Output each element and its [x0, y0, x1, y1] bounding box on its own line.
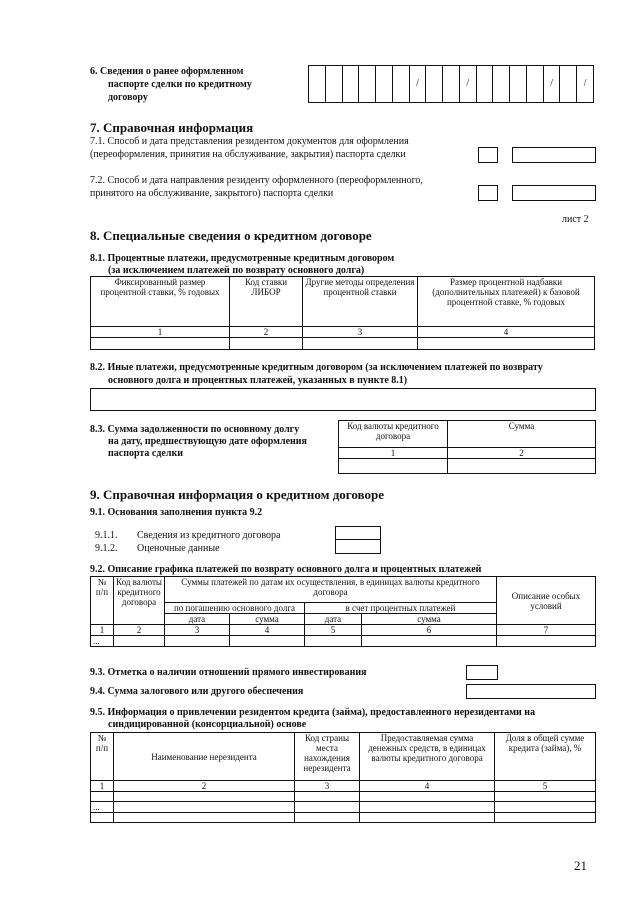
debt-amount-table	[338, 420, 596, 474]
collateral-field[interactable]	[466, 684, 596, 699]
t95-num: 2	[114, 781, 295, 792]
t95-num: 3	[295, 781, 360, 792]
page-number: 21	[574, 858, 587, 873]
table-row[interactable]	[91, 802, 596, 813]
opt1-label: Сведения из кредитного договора	[137, 530, 281, 541]
passport-number-cell[interactable]	[493, 66, 510, 102]
table-row[interactable]	[339, 459, 596, 474]
t92-h-sums: Суммы платежей по датам их осуществления, в единицах валюты кредитного договора	[165, 577, 497, 603]
t92-h-date: дата	[165, 614, 230, 625]
t92-num: 7	[497, 625, 596, 636]
t95-header: Код страны места нахождения нерезидента	[295, 733, 360, 781]
s8-1-line2: (за исключением платежей по возврату основного долга)	[108, 265, 365, 276]
s7-1-method-field[interactable]	[478, 147, 498, 163]
t92-num: 5	[305, 625, 362, 636]
table-row[interactable]	[91, 338, 595, 350]
s9-1-title: 9.1. Основания заполнения пункта 9.2	[90, 507, 263, 518]
t81-header: Фиксированный размер процентной ставки, % годовых	[91, 277, 230, 327]
passport-number-cell[interactable]: /	[410, 66, 427, 102]
opt2-number: 9.1.2.	[95, 543, 118, 554]
s6-title-line2: паспорте сделки по кредитному	[108, 79, 252, 90]
passport-number-cell[interactable]: /	[544, 66, 561, 102]
t83-header: Код валюты кредитного договора	[339, 421, 448, 448]
passport-number-cell[interactable]	[376, 66, 393, 102]
t95-header: Доля в общей сумме кредита (займа), %	[495, 733, 596, 781]
s6-title-line3: договору	[108, 92, 148, 103]
passport-number-cell[interactable]	[359, 66, 376, 102]
passport-number-cell[interactable]	[443, 66, 460, 102]
passport-number-cell[interactable]: /	[583, 78, 587, 89]
t81-header: Другие методы определения процентной ставки	[303, 277, 418, 327]
t95-num: 4	[360, 781, 495, 792]
t81-num: 2	[230, 327, 303, 338]
s9-3-title: 9.3. Отметка о наличии отношений прямого инвестирования	[90, 667, 367, 678]
s9-5-line2: синдицированной (консорциальной) основе	[108, 719, 307, 730]
t92-ellipsis: ...	[91, 636, 114, 647]
t92-h-sum: сумма	[230, 614, 305, 625]
s7-p2-line2: принятого на обслуживание, закрытого) паспорта сделки	[90, 188, 334, 199]
t92-h-interest: в счет процентных платежей	[305, 603, 497, 614]
s8-2-line1: 8.2. Иные платежи, предусмотренные кредитным договором (за исключением платежей по возврату	[90, 362, 543, 373]
t83-num: 1	[339, 448, 448, 459]
t83-num: 2	[448, 448, 596, 459]
other-payments-field[interactable]	[90, 388, 596, 411]
s7-p1-line1: 7.1. Способ и дата представления резидентом документов для оформления	[90, 136, 409, 147]
s7-1-date-field[interactable]	[512, 147, 596, 163]
s9-heading: 9. Справочная информация о кредитном договоре	[90, 487, 384, 502]
t95-num: 1	[91, 781, 114, 792]
opt1-number: 9.1.1.	[95, 530, 118, 541]
t95-num: 5	[495, 781, 596, 792]
s6-title-line1: 6. Сведения о ранее оформленном	[90, 66, 244, 77]
t95-ellipsis: ...	[91, 802, 114, 813]
s8-1-line1: 8.1. Процентные платежи, предусмотренные кредитным договором	[90, 253, 395, 264]
t95-header: № п/п	[91, 733, 114, 781]
passport-number-cell[interactable]	[393, 66, 410, 102]
syndicated-loan-table	[90, 732, 596, 823]
s9-4-title: 9.4. Сумма залогового или другого обеспечения	[90, 686, 304, 697]
passport-number-cell[interactable]	[560, 66, 577, 102]
passport-number-cell[interactable]	[510, 66, 527, 102]
s8-3-line2: на дату, предшествующую дате оформления	[108, 436, 307, 447]
s7-2-date-field[interactable]	[512, 185, 596, 201]
opt2-checkbox[interactable]	[335, 539, 381, 554]
opt2-label: Оценочные данные	[137, 543, 220, 554]
s8-heading: 8. Специальные сведения о кредитном договоре	[90, 228, 372, 243]
s8-3-line3: паспорта сделки	[108, 448, 183, 459]
passport-number-cell[interactable]: /	[460, 66, 477, 102]
s7-p2-line1: 7.2. Способ и дата направления резиденту оформленного (переоформленного,	[90, 175, 423, 186]
direct-investment-field[interactable]	[466, 665, 498, 680]
table-row[interactable]	[91, 636, 596, 647]
passport-number-cell[interactable]	[326, 66, 343, 102]
t92-h-desc: Описание особых условий	[497, 577, 596, 625]
t81-num: 3	[303, 327, 418, 338]
t81-header: Размер процентной надбавки (дополнительных платежей) к базовой процентной ставке, % годовых	[418, 277, 595, 327]
t95-header: Предоставляемая сумма денежных средств, в единицах валюты кредитного договора	[360, 733, 495, 781]
s9-5-line1: 9.5. Информация о привлечении резидентом кредита (займа), предоставленного нерезидентами на	[90, 707, 536, 718]
t92-h-date: дата	[305, 614, 362, 625]
t92-h-sum: сумма	[362, 614, 497, 625]
passport-number-cell[interactable]	[527, 66, 544, 102]
s7-heading: 7. Справочная информация	[90, 120, 254, 135]
t92-h-code: Код валюты кредитного договора	[114, 577, 165, 625]
t95-header: Наименование нерезидента	[114, 733, 295, 781]
t81-num: 4	[418, 327, 595, 338]
passport-number-cell[interactable]	[426, 66, 443, 102]
t83-header: Сумма	[448, 421, 596, 448]
table-row[interactable]	[91, 813, 596, 823]
t92-num: 6	[362, 625, 497, 636]
t92-num: 3	[165, 625, 230, 636]
t81-num: 1	[91, 327, 230, 338]
t92-h-num: № п/п	[91, 577, 114, 625]
passport-number-cell[interactable]	[309, 66, 326, 102]
s8-2-line2: основного долга и процентных платежей, указанных в пункте 8.1)	[108, 375, 408, 386]
interest-payments-table	[90, 276, 595, 350]
s7-2-method-field[interactable]	[478, 185, 498, 201]
table-row[interactable]	[91, 792, 596, 802]
passport-number-cells[interactable]	[308, 65, 594, 103]
s8-3-line1: 8.3. Сумма задолженности по основному долгу	[90, 424, 300, 435]
t92-h-principal: по погашению основного долга	[165, 603, 305, 614]
passport-number-cell[interactable]	[343, 66, 360, 102]
sheet-label: лист 2	[562, 214, 589, 225]
t81-header: Код ставки ЛИБОР	[230, 277, 303, 327]
t92-num: 1	[91, 625, 114, 636]
t92-num: 2	[114, 625, 165, 636]
s7-p1-line2: (переоформления, принятия на обслуживание, закрытия) паспорта сделки	[90, 149, 406, 160]
t92-num: 4	[230, 625, 305, 636]
passport-number-cell[interactable]	[477, 66, 494, 102]
payment-schedule-table	[90, 576, 596, 647]
s9-2-title: 9.2. Описание графика платежей по возврату основного долга и процентных платежей	[90, 564, 482, 575]
